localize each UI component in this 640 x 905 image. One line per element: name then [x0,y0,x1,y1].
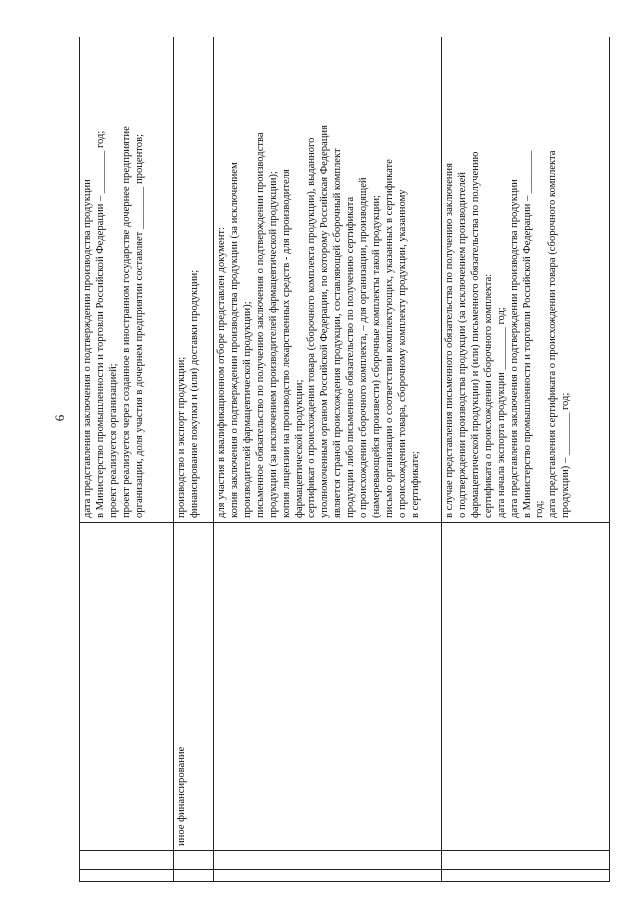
text-line: продукции либо письменное обязательство по получению сертификата [345,196,357,518]
table-cell [80,37,174,523]
text-line: продукции (за исключением производителей фармацевтической продукции); [267,171,279,518]
table-cell [174,870,214,882]
table-cell [214,523,442,851]
table-row [174,37,214,882]
table-cell [174,523,214,851]
text-line: дата представления заключения о подтверждении производства продукции [508,179,520,518]
table-cell [80,523,174,851]
text-line: письменное обязательство по получению заключения о подтверждении производства [254,132,266,518]
text-line: дата начала экспорта продукции ________ год; [495,307,507,518]
text-line: сертификат о происхождении товара (сборочного комплекта продукции), выданного [306,137,318,518]
table-cell [80,851,174,870]
table-row [80,37,174,882]
page-number: 6 [52,414,67,422]
text-line: для участия в квалификационном отборе представлен документ: [216,227,227,518]
table-cell [214,37,442,523]
text-line: сертификата о происхождении сборочного комплекта: [482,273,494,518]
text-line: в сертификате; [409,451,421,518]
text-line: уполномоченным органом Российской Федерации, по которому Российская Федерация [319,125,331,518]
text-line: продукции) – ________ год; [560,392,572,518]
text-line: о происхождении товара, сборочному комплекту продукции, указанному [396,189,408,518]
table-cell [442,37,610,523]
table-row [214,37,442,882]
requirements-table [79,37,610,882]
text-line: о подтверждении производства продукции (за исключением производителей [456,172,468,518]
table-cell [442,870,610,882]
text-line: дата представления сертификата о происхождении товара (сборочного комплекта [547,150,559,518]
text-line: в Министерство промышленности и торговли Российской Федерации – ________ год; [94,130,106,518]
text-line: финансирование покупки и (или) доставки продукции; [188,269,200,518]
text-line: о происхождении сборочного комплекта, – для организации, производящей [358,177,370,518]
table-cell [214,870,442,882]
text-line: проект реализуется через созданное в иностранном государстве дочернее предприятие [120,126,132,518]
document-table-sheet [79,37,610,882]
table-cell [174,37,214,523]
text-line: год; [534,500,546,518]
funding-type-label: иное финансирование [176,746,187,846]
text-line: в случае представления письменного обязательства по получению заключения [444,163,455,518]
table-cell [442,851,610,870]
text-line: в Министерство промышленности и торговли Российской Федерации – ________ [521,150,533,518]
text-line: производителей фармацевтической продукции); [241,301,253,518]
table-cell [174,851,214,870]
text-line: фармацевтической продукции) и (или) письменного обязательства по получению [469,151,481,518]
table-row [442,37,610,882]
text-line: проект реализуется организацией; [107,363,119,518]
table-cell [214,851,442,870]
text-line: письмо организации о соответствии комплектующих, указанных в сертификате [383,159,395,518]
text-line: копия заключения о подтверждении производства продукции (за исключением [228,162,240,518]
text-line: является страной происхождения продукции, составляющей сборочный комплект [332,148,344,518]
table-cell [80,870,174,882]
table-cell [442,523,610,851]
text-line: (намеревающейся произвести) сборочные комплекты такой продукции; [371,195,383,518]
text-line: дата представления заключения о подтверждении производства продукции [82,179,93,518]
text-line: фармацевтической продукции; [293,379,305,518]
text-line: производство и экспорт продукции; [176,356,187,518]
text-line: копия лицензии на производство лекарственных средств - для производителя [280,169,292,518]
text-line: организации, доля участия в дочернем предприятии составляет ________ процентов; [133,133,145,518]
